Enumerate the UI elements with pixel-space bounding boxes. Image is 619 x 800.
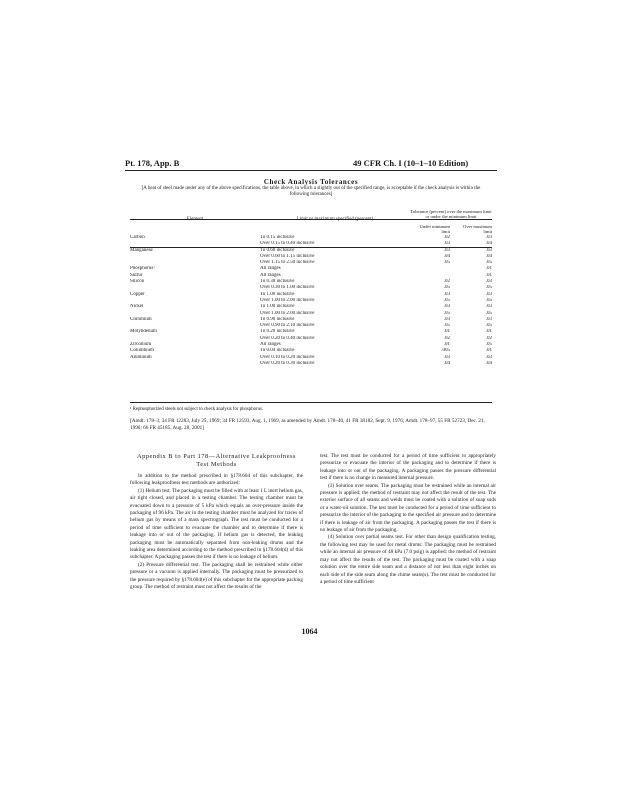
paragraph: (3) Solution over seams. The packaging must be restrained while an internal air pressure is applied; the method of restraint may not affect the result of the test. The exterior surface of all seams and welds must be coated with a solution of soap suds or a water-oil solution. The test must be conducted for a period of time sufficient to pressurize the interior of the packaging to the specified air pressure and to determine if there is leakage of air from the packaging. A packaging passes the test if there is no leakage of air from the packaging.: [320, 482, 496, 534]
under-cell: .005: [441, 348, 450, 354]
element-cell: Carbon: [130, 235, 145, 240]
col-header-over: Over maximum limit: [463, 224, 492, 234]
appendix-title: Appendix B to Part 178—Alternative Leakproofness Test Methods: [136, 453, 297, 468]
under-cell: .03: [443, 241, 450, 247]
under-cell: .01: [443, 329, 450, 335]
under-cell: .05: [443, 323, 450, 329]
limit-cell: To 0.30 inclusive: [260, 279, 295, 285]
element-cell: Molybdenum: [130, 329, 157, 335]
paragraph: In addition to the method prescribed in §178.604 of this subchapter, the following leakproofness test methods are authorized:: [130, 473, 303, 487]
element-cell: Sulfur: [130, 272, 143, 278]
paragraph: (1) Helium test. The packaging must be filled with at least 1 L inert helium gas, air tight closed, and placed in a testing chamber. The testing chamber must be evacuated down to a pressure of 5 kPa which equals an over-pressure inside the packaging of 96 kPa. The air in the testing chamber must be analyzed for traces of helium gas by means of a mass spectrograph. The test must be conducted for a period of time sufficient to evacuate the chamber and to determine if there is leakage into or out of the packaging. If helium gas is detected, the leaking packaging must be automatically separated from non-leaking drums and the leaking area determined according to the method prescribed in §178.604(d) of this subchapter. A packaging passes the test if there is no leakage of helium.: [130, 487, 303, 561]
limit-cell: All ranges: [260, 342, 281, 348]
table-row: [130, 361, 492, 367]
element-cell: [130, 361, 260, 367]
col-header-tolerance: Tolerance (percent) over the maximum limit or under the minimum limit: [410, 208, 492, 219]
under-cell: .03: [443, 316, 450, 322]
over-cell: .05: [485, 260, 492, 266]
element-cell: Zirconium: [130, 342, 152, 348]
table-note: [A heat of steel made under any of the above specifications, the table above, in which a slightly out of the specified range, is acceptable if the check analysis is within the following tolerances]: [141, 186, 481, 197]
limit-cell: Over 0.20 to 0.30 inclusive: [260, 360, 315, 366]
table-top-rule: [130, 219, 492, 220]
over-cell: .01: [485, 348, 492, 354]
limit-cell: Over 0.90 to 2.10 inclusive: [260, 323, 315, 329]
header-rule: [125, 170, 497, 171]
limit-cell: Over 1.00 to 2.00 inclusive: [260, 310, 315, 316]
element-cell: Manganese: [130, 247, 153, 253]
table-head-rule: [130, 247, 492, 248]
check-analysis-table: [130, 205, 492, 367]
table-title: Check Analysis Tolerances: [263, 178, 359, 186]
limit-cell: All ranges: [260, 266, 281, 272]
element-cell: Nickel: [130, 304, 144, 310]
over-cell: .01: [485, 329, 492, 335]
under-cell: .05: [443, 260, 450, 266]
table-header-row: [130, 205, 492, 223]
col-header-limit: [260, 205, 410, 235]
paragraph: test. The test must be conducted for a period of time sufficient to appropriately pressurize or evacuate the interior of the packaging and to determine if there is leakage into or out of the packaging. A packaging passes the pressure differential test if there is no change in measured internal pressure.: [320, 453, 496, 482]
over-cell: .05: [485, 323, 492, 329]
text-column-left: [130, 453, 303, 592]
under-cell: .03: [443, 354, 450, 360]
element-cell: Aluminum: [130, 354, 152, 360]
running-head-right: 49 CFR Ch. I (10–1–10 Edition): [353, 158, 469, 168]
limit-cell: To 0.90 inclusive: [260, 316, 295, 322]
col-header-under: Under minimum limit: [419, 224, 450, 234]
under-cell: .03: [443, 247, 450, 253]
over-cell: .04: [485, 241, 492, 247]
over-cell: .03: [485, 247, 492, 253]
over-cell: .03: [485, 291, 492, 297]
table-body: [130, 235, 492, 367]
under-cell: .03: [443, 291, 450, 297]
limit-cell: Over 1.15 to 2.50 inclusive: [260, 260, 315, 266]
over-cell: .03: [485, 235, 492, 240]
page-number: 1064: [301, 627, 318, 636]
over-cell: .04: [485, 360, 492, 366]
over-cell: .01: [485, 266, 492, 272]
limit-cell: To 0.15 inclusive: [260, 235, 295, 240]
under-cell: .05: [443, 310, 450, 316]
element-cell: Silicon: [130, 279, 145, 285]
under-cell: .01: [443, 342, 450, 348]
table-footnote: ¹ Rephosphorized steels not subject to check analysis for phosphorus.: [130, 407, 264, 412]
over-cell: .01: [485, 272, 492, 278]
element-cell: Copper: [130, 291, 145, 297]
under-cell: .03: [443, 304, 450, 310]
limit-cell: Over 0.20 to 0.40 inclusive: [260, 335, 315, 341]
over-cell: .05: [485, 342, 492, 348]
limit-cell: All ranges: [260, 272, 281, 278]
over-cell: .05: [485, 310, 492, 316]
over-cell: .03: [485, 279, 492, 285]
col-header-element: [130, 205, 260, 235]
under-cell: .05: [443, 297, 450, 303]
table-bottom-rule: [130, 402, 492, 403]
under-cell: .05: [443, 285, 450, 291]
limit-cell: To 0.20 inclusive: [260, 329, 295, 335]
over-cell: .02: [485, 335, 492, 341]
paragraph: (2) Pressure differential test. The packaging shall be restrained while either pressure or a vacuum is applied internally. The packaging must be pressurized to the pressure required by §178.604(e) of this subchapter for the appropriate packing group. The method of restraint must not affect the results of the: [130, 561, 303, 591]
over-cell: .05: [485, 297, 492, 303]
limit-cell: To 1.00 inclusive: [260, 304, 295, 310]
element-cell: Chromium: [130, 316, 152, 322]
paragraph: (4) Solution over partial seams test. For other than design qualification testing, the following test may be used for metal drums: The packaging must be restrained while an internal air pressure of 48 kPa (7.0 psig) is applied; the method of restraint may not affect the results of the test. The packaging must be coated with a soap solution over the entire side seam and a distance of not less than eight inches on each side of the side seam along the chime seam(s). The test must be conducted for a period of time sufficient: [320, 534, 496, 585]
under-cell: .02: [443, 235, 450, 240]
under-cell: .02: [443, 279, 450, 285]
over-cell: .03: [485, 316, 492, 322]
text-column-right: [320, 453, 496, 586]
over-cell: .05: [485, 285, 492, 291]
running-head-left: Pt. 178, App. B: [125, 158, 180, 168]
element-cell: Columbium: [130, 348, 154, 354]
limit-cell: Over 0.30 to 1.00 inclusive: [260, 285, 315, 291]
under-cell: .04: [443, 253, 450, 259]
over-cell: .04: [485, 253, 492, 259]
over-cell: .03: [485, 354, 492, 360]
under-cell: .02: [443, 335, 450, 341]
limit-cell: To 0.60 inclusive: [260, 247, 295, 253]
limit-cell: Over 1.00 to 2.00 inclusive: [260, 297, 315, 303]
under-cell: .04: [443, 360, 450, 366]
limit-cell: To 1.00 inclusive: [260, 291, 295, 297]
limit-cell: To 0.04 inclusive: [260, 348, 295, 354]
element-cell: Phosphorus¹: [130, 266, 155, 272]
limit-cell: Over 0.10 to 0.20 inclusive: [260, 354, 315, 360]
limit-cell: Over 0.60 to 1.15 inclusive: [260, 253, 315, 259]
limit-cell: Over 0.15 to 0.40 inclusive: [260, 241, 315, 247]
amendment-citation: [Amdt. 178–3, 34 FR 12283, July 25, 1969; 34 FR 12593, Aug. 1, 1969, as amended by Amdt. 178–40, 41 FR 38182, Sept. 9, 1976; Amdt. 178–97, 55 FR 52723, Dec. 21, 1990; 66 FR 45185, Aug. 28, 2001]: [130, 418, 485, 431]
over-cell: .03: [485, 304, 492, 310]
